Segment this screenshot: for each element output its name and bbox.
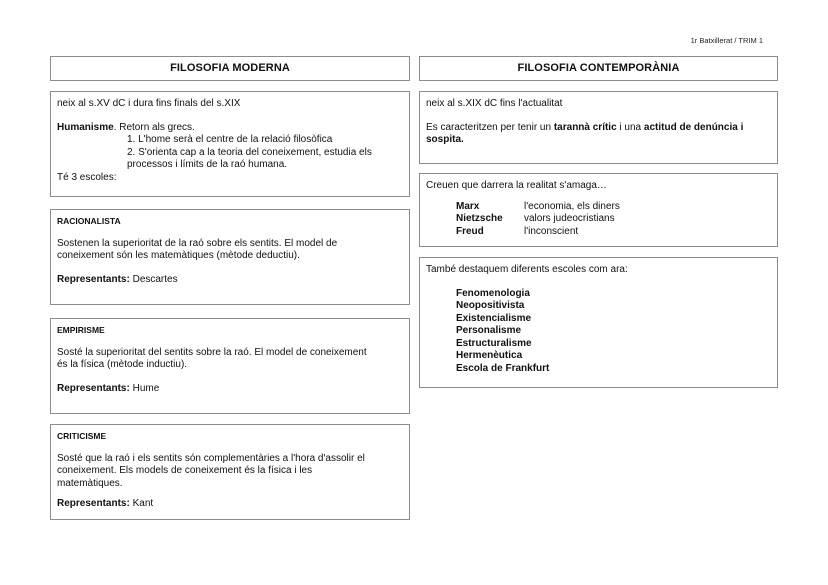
racionalista-reps-value: Descartes [129,273,178,285]
criticisme-reps [57,498,403,511]
course-label: 1r Batxillerat / TRIM 1 [690,36,763,45]
list-item: Neopositivista [456,300,525,311]
header-filosofia-moderna [50,56,410,81]
masters-intro: Creuen que darrera la realitat s'amaga… [426,180,607,191]
humanisme-term: Humanisme [57,121,114,133]
criticisme-desc-2: coneixement. Els models de coneixement és la física i les [57,465,313,477]
criticisme-reps-label: Representants: [57,498,130,510]
empirisme-reps-value: Hume [129,382,160,394]
criticisme-title: CRITICISME [57,431,107,441]
racionalista-reps-label: Representants: [57,273,130,285]
contemporary-schools-box [419,257,778,388]
list-item: Hermenèutica [456,350,523,361]
list-item: Estructuralisme [456,337,532,349]
racionalista-desc-1: Sostenen la superioritat de la raó sobre els sentits. El model de [57,237,338,249]
list-item: Personalisme [456,325,522,336]
racionalista-desc-2: coneixement són les matemàtiques (mètode deductiu). [57,250,300,262]
schools-count: Té 3 escoles: [57,171,117,183]
master-name: Nietzsche [456,213,503,224]
empirisme-box [50,318,410,414]
humanisme-line [57,122,403,135]
master-name: Marx [456,200,480,212]
traits-mid: i una [616,121,644,133]
list-item: Existencialisme [456,312,532,324]
master-name: Freud [456,225,484,237]
master-desc: valors judeocristians [524,213,615,224]
header-filosofia-contemporania [419,56,778,81]
master-desc: l'economia, els diners [524,200,620,212]
masters-row [456,226,620,239]
masters-table [456,201,620,239]
masters-row [456,201,620,214]
masters-suspicion-box [419,173,778,247]
header-filosofia-contemporania-text: FILOSOFIA CONTEMPORÀNIA [517,61,680,74]
traits-critic: tarannà crític [553,121,617,133]
empirisme-desc-1: Sosté la superioritat del sentits sobre la raó. El model de coneixement [57,346,367,358]
traits-denuncia: actitud de denúncia i [643,121,744,133]
moderna-intro-box [50,91,410,197]
list-item: Escola de Frankfurt [456,362,550,374]
list-item: Fenomenologia [456,287,530,299]
traits-pre: Es caracteritzen per tenir un [426,121,554,133]
humanisme-point-2b: processos i límits de la raó humana. [127,159,288,170]
contemporary-schools-list [426,288,771,376]
traits-sospita: sospita. [426,134,464,145]
criticisme-desc-1: Sosté que la raó i els sentits són complementàries a l'hora d'assolir el [57,452,365,464]
empirisme-desc-2: és la física (mètode inductiu). [57,359,188,371]
criticisme-box [50,424,410,520]
master-desc: l'inconscient [524,225,579,237]
empirisme-reps [57,383,403,396]
humanisme-point-2a: 2. S'orienta cap a la teoria del coneixement, estudia els [127,146,372,158]
masters-row [456,213,620,226]
racionalista-box [50,209,410,305]
empirisme-reps-label: Representants: [57,382,130,394]
racionalista-reps [57,274,403,287]
moderna-origin: neix al s.XV dC i dura fins finals del s.XIX [57,98,241,109]
contemporary-schools-intro: També destaquem diferents escoles com ara: [426,264,628,275]
contemporania-traits [426,122,771,135]
criticisme-reps-value: Kant [129,498,154,510]
criticisme-desc-3: matemàtiques. [57,477,123,489]
contemporania-origin: neix al s.XIX dC fins l'actualitat [426,98,563,109]
empirisme-title: EMPIRISME [57,325,105,335]
racionalista-title: RACIONALISTA [57,216,121,226]
contemporania-intro-box [419,91,778,164]
humanisme-point-1: 1. L'home serà el centre de la relació filosòfica [127,134,333,145]
humanisme-desc: . Retorn als grecs. [113,121,195,133]
header-filosofia-moderna-text: FILOSOFIA MODERNA [170,61,290,74]
contemporania-traits-2 [426,134,771,147]
